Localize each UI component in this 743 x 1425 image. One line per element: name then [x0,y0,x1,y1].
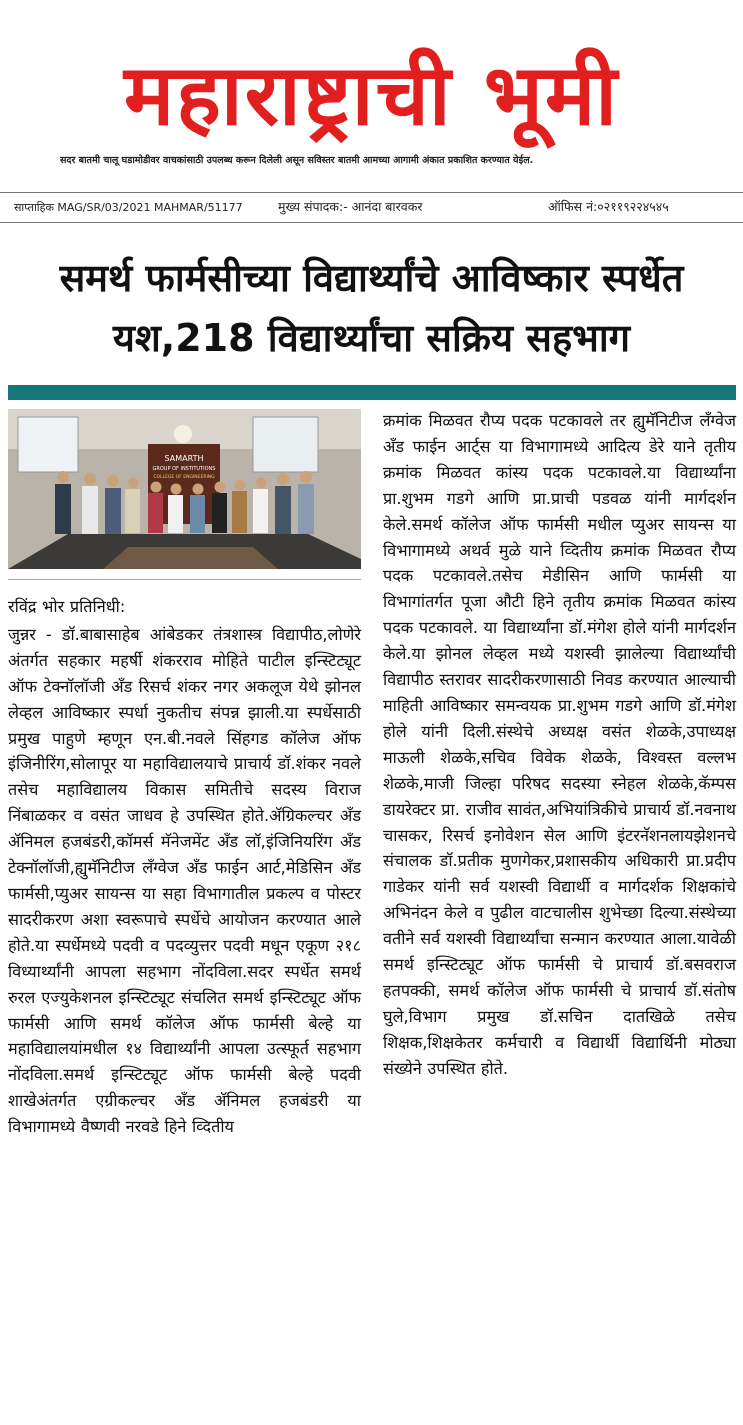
byline: रविंद्र भोर प्रतिनिधी: [8,597,126,616]
registration-number: साप्ताहिक MAG/SR/03/2021 MAHMAR/51177 [14,201,243,214]
chief-editor: मुख्य संपादक:- आनंदा बारवकर [278,199,423,214]
article-photo [8,409,361,569]
banner-text-3: COLLEGE OF ENGINEERING [153,475,215,480]
headline-line-1: समर्थ फार्मसीच्या विद्यार्थ्यांचे आविष्कार स्पर्धेत [59,256,684,300]
top-rule [0,192,743,193]
article-body-right: क्रमांक मिळवत रौप्य पदक पटकावले तर ह्युमॅनिटीज लॅंग्वेज अँड फाईन आर्ट्स या विभागामध्ये आदित्य डेरे याने तृतीय क्रमांक मिळवत कांस्य पदक पटकावले.या विद्यार्थ्यांना प्रा.शुभम गडगे आणि प्रा.प्राची पडवळ यांनी मार्गदर्शन केले.समर्थ कॉलेज ऑफ फार्मसी मधील प्युअर सायन्स या विभागामध्ये अथर्व मुळे याने व्दितीय क्रमांक मिळवत रौप्य पदक पटकावले.तसेच मेडीसिन आणि फार्मसी या विभागांतर्गत पूजा औटी हिने तृतीय क्रमांक मिळवत कांस्य पदक पटकावले. या विद्यार्थ्यांना डॉ.मंगेश होले यांनी मार्गदर्शन केले.या झोनल लेव्हल मध्ये यशस्वी झालेल्या विद्यार्थ्यांची विद्यापीठ स्तरावर सादरीकरणासाठी निवड करण्यात आल्याची माहिती आविष्कार समन्वयक प्रा.शुभम गडगे आणि डॉ.मंगेश होले यांनी दिली.संस्थेचे अध्यक्ष वसंत शेळके,उपाध्यक्ष माऊली शेळके,सचिव विवेक शेळके, विश्वस्त वल्लभ शेळके,माजी जिल्हा परिषद सदस्या स्नेहल शेळके,कॅम्पस डायरेक्टर प्रा. राजीव सावंत,अभियांत्रिकीचे प्राचार्य डॉ.नवनाथ चासकर, रिसर्च इनोवेशन सेल आणि इंटरनॅशनलायझेशनचे संचालक डॉ.प्रतीक मुणगेकर,प्रशासकीय अधिकारी प्रा.प्रदीप गाडेकर यांनी सर्व यशस्वी विद्यार्थी व मार्गदर्शक शिक्षकांचे अभिनंदन केले व पुढील वाटचालीस शुभेच्छा दिल्या.संस्थेच्या वतीने सर्व यशस्वी विद्यार्थ्यांचा सन्मान करण्यात आला.यावेळी समर्थ इन्स्टिट्यूट ऑफ फार्मसी चे प्राचार्य डॉ.बसवराज हतपक्की, समर्थ कॉलेज ऑफ फार्मसी चे प्राचार्य डॉ.संतोष घुले,विभाग प्रमुख डॉ.सचिन दातखिळे तसेच शिक्षक,शिक्षकेतर कर्मचारी व विद्यार्थी विद्यार्थिनी मोठ्या संख्येने उपस्थित होते. [383,411,736,1078]
photo-divider [8,579,361,580]
masthead-tagline: सदर बातमी चालू घडामोडीवर वाचकांसाठी उपलब्ध करून दिलेली असून सविस्तर बातमी आमच्या आगामी अंकात प्रकाशित करण्यात येईल. [60,155,534,166]
banner-text-2: GROUP OF INSTITUTIONS [152,466,216,472]
masthead-title: महाराष्ट्राची भूमी [124,46,619,144]
article-column-left [8,594,361,1140]
headline-line-2: यश,218 विद्यार्थ्यांचा सक्रिय सहभाग [112,316,631,360]
article-column-right [383,408,736,1082]
bottom-rule [0,222,743,223]
article-headline [0,248,743,368]
office-phone: ऑफिस नं:०२११९२२४५४५ [548,199,669,214]
article-body-left: जुन्नर - डॉ.बाबासाहेब आंबेडकर तंत्रशास्त्र विद्यापीठ,लोणेरे अंतर्गत सहकार महर्षी शंकरराव मोहिते पाटील इन्स्टिट्यूट ऑफ टेक्नॉलॉजी अँड रिसर्च शंकर नगर अकलूज येथे झोनल लेव्हल आविष्कार स्पर्धा नुकतीच संपन्न झाली.या स्पर्धेसाठी प्रमुख पाहुणे म्हणून एन.बी.नवले सिंहगड कॉलेज ऑफ इंजिनीरिंग,सोलापूर या महाविद्यालयाचे प्राचार्य डॉ.शंकर नवले तसेच महाविद्यालय विकास समितीचे सदस्य विराज निंबाळकर व वसंत जाधव हे उपस्थित होते.ॲग्रिकल्चर अँड ॲनिमल हजबंडरी,कॉमर्स मॅनेजमेंट अँड लॉ,इंजिनियरिंग अँड टेक्नॉलॉजी,ह्युमॅनिटीज लॅंग्वेज अँड फाईन आर्ट,मेडिसिन अँड फार्मसी,प्युअर सायन्स या सहा विभागातील प्रकल्प व पोस्टर सादरीकरण अशा स्वरूपाचे स्पर्धेचे आयोजन करण्यात आले होते.या स्पर्धेमध्ये पदवी व पदव्युत्तर पदवी मधून एकूण २१८ विध्यार्थ्यांनी आपला सहभाग नोंदविला.सदर स्पर्धेत समर्थ रुरल एज्युकेशनल इन्स्टिट्यूट संचलित समर्थ इन्स्टिट्यूट ऑफ फार्मसी आणि समर्थ कॉलेज ऑफ फार्मसी बेल्हे या महाविद्यालयांमधील १४ विद्यार्थ्यांनी आपला उत्स्फूर्त सहभाग नोंदविला.समर्थ इन्स्टिट्यूट ऑफ फार्मसी बेल्हे पदवी शाखेअंतर्गत एग्रीकल्चर अँड ॲनिमल हजबंडरी या विभागामध्ये वैष्णवी नरवडे हिने व्दितीय [8,624,361,1137]
info-bar [0,194,743,222]
accent-bar [8,385,736,400]
group-photo-illustration [8,409,361,569]
banner-text-1: SAMARTH [164,454,204,463]
